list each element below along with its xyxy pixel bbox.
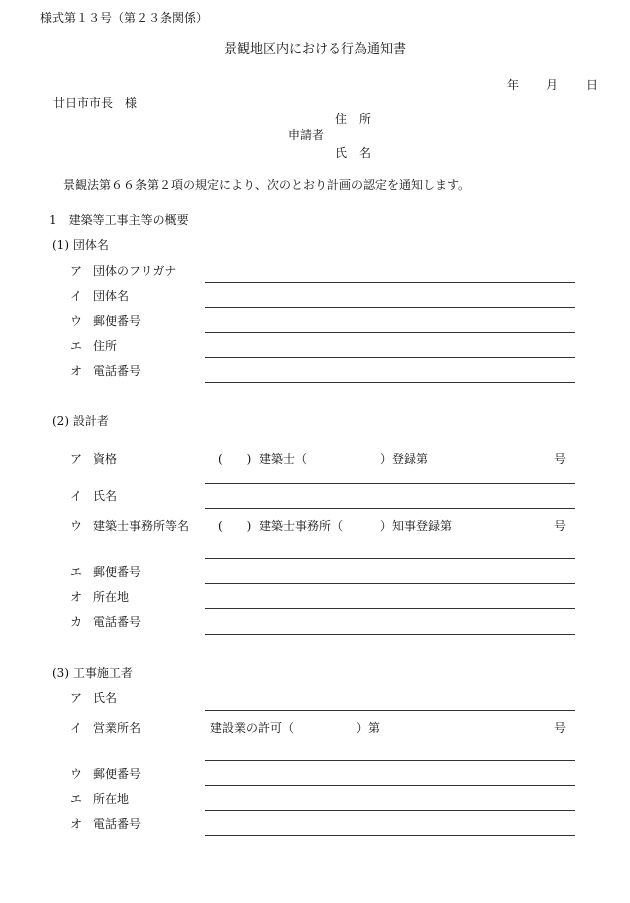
item-label: 資格 [93,452,118,466]
applicant-label: 申請者 [288,128,325,142]
office-architect: 建築士事務所（ [259,519,344,533]
address-field[interactable] [205,357,575,358]
date-day: 日 [586,78,599,92]
item-mark: ウ [70,314,83,328]
intro-text: 景観法第６６条第２項の規定により、次のとおり計画の認定を通知します。 [63,178,471,192]
item-label: 営業所名 [93,721,142,735]
applicant-name-label: 氏 名 [335,146,372,160]
item-label: 団体のフリガナ [93,264,177,278]
item-label: 住所 [93,339,118,353]
item-label: 氏名 [93,489,118,503]
date-year: 年 [507,78,520,92]
item-label: 電話番号 [93,615,142,629]
item-mark: ア [70,264,83,278]
contractor-name-field[interactable] [205,710,575,711]
office-name-field[interactable] [205,558,575,559]
item-mark: エ [70,565,83,579]
group-heading: (3) 工事施工者 [52,666,133,680]
office-number-suffix: 号 [554,519,567,533]
office-paren: ( ) [218,519,252,533]
designer-name-field[interactable] [205,508,575,509]
designer-postal-field[interactable] [205,583,575,584]
item-mark: オ [70,590,83,604]
item-label: 電話番号 [93,364,142,378]
postal-code-field[interactable] [205,332,575,333]
qual-paren: ( ) [218,452,252,466]
item-mark: イ [70,721,83,735]
form-number: 様式第１３号（第２３条関係） [40,11,209,25]
applicant-address-label: 住 所 [335,112,372,126]
item-label: 建築士事務所等名 [93,519,190,533]
item-mark: ア [70,452,83,466]
item-mark: オ [70,364,83,378]
qual-number-suffix: 号 [554,452,567,466]
item-mark: エ [70,792,83,806]
permit-label: 建設業の許可（ [210,721,295,735]
group-heading: (1) 団体名 [52,238,109,252]
group-heading: (2) 設計者 [52,414,109,428]
item-mark: オ [70,817,83,831]
contractor-location-field[interactable] [205,810,575,811]
furigana-field[interactable] [205,282,575,283]
addressee: 廿日市市長 様 [53,96,138,110]
page-title: 景観地区内における行為通知書 [224,42,407,57]
designer-phone-field[interactable] [205,634,575,635]
qual-architect: 建築士（ [259,452,308,466]
permit-close: ）第 [356,721,381,735]
contractor-phone-field[interactable] [205,835,575,836]
qual-registration: ）登録第 [380,452,429,466]
contractor-postal-field[interactable] [205,785,575,786]
item-label: 郵便番号 [93,767,142,781]
item-mark: ウ [70,519,83,533]
item-label: 郵便番号 [93,314,142,328]
item-label: 郵便番号 [93,565,142,579]
phone-field[interactable] [205,382,575,383]
item-mark: イ [70,289,83,303]
item-label: 団体名 [93,289,130,303]
item-mark: ウ [70,767,83,781]
item-mark: イ [70,489,83,503]
designer-location-field[interactable] [205,608,575,609]
group-name-field[interactable] [205,307,575,308]
section-heading: 1 建築等工事主等の概要 [49,213,189,227]
item-label: 所在地 [93,590,130,604]
qualification-field[interactable] [205,483,575,484]
date-month: 月 [546,78,559,92]
item-label: 所在地 [93,792,130,806]
item-mark: カ [70,615,83,629]
permit-number-suffix: 号 [554,721,567,735]
item-mark: エ [70,339,83,353]
item-mark: ア [70,691,83,705]
item-label: 氏名 [93,691,118,705]
item-label: 電話番号 [93,817,142,831]
office-registration: ）知事登録第 [380,519,453,533]
sales-office-field[interactable] [205,760,575,761]
